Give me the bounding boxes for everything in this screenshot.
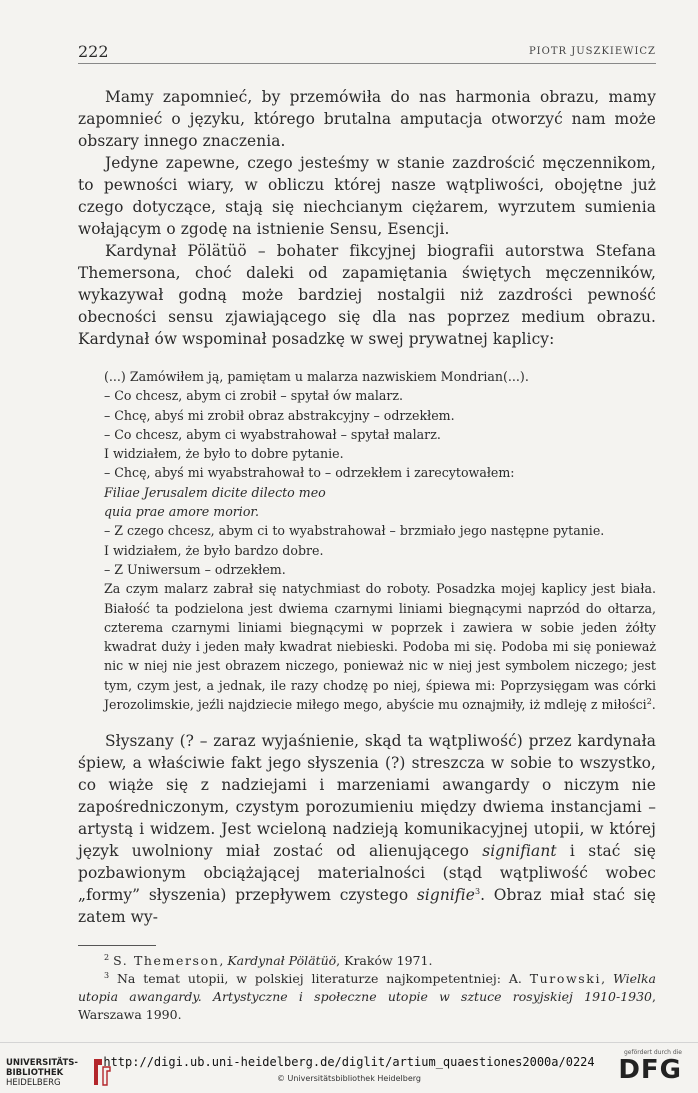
copyright-notice: © Universitätsbibliothek Heidelberg bbox=[276, 1074, 421, 1083]
dfg-logo: DFG bbox=[618, 1055, 682, 1085]
quote-line: – Chcę, abyś mi wyabstrahował to – odrzekłem i zarecytowałem: bbox=[104, 465, 515, 481]
digitization-footer bbox=[0, 1042, 698, 1093]
term-signifie: signifie bbox=[416, 886, 475, 905]
quote-line: – Z czego chcesz, abym ci to wyabstrahował – brzmiało jego następne pytanie. bbox=[104, 523, 605, 539]
term-signifiant: signifiant bbox=[482, 842, 557, 861]
quote-latin-line: quia prae amore morior. bbox=[104, 504, 260, 520]
block-quote bbox=[104, 367, 656, 714]
paragraph-1: Mamy zapomnieć, by przemówiła do nas harmonia obrazu, mamy zapomnieć o języku, którego brutalna amputacja otworzyć nam może obszary innego znaczenia. bbox=[78, 88, 656, 150]
footnote-number: 2 bbox=[104, 953, 110, 963]
quote-latin-line: Filiae Jerusalem dicite dilecto meo bbox=[104, 484, 326, 500]
footnote-author: S. Themerson bbox=[113, 953, 220, 969]
footnote-ref-3: 3 bbox=[474, 887, 481, 897]
quote-line: I widziałem, że było to dobre pytanie. bbox=[104, 446, 344, 462]
quote-line: (...) Zamówiłem ją, pamiętam u malarza nazwiskiem Mondrian(...). bbox=[104, 369, 529, 384]
footnote-author: Turowski bbox=[529, 971, 602, 987]
footnotes bbox=[78, 952, 656, 1024]
dfg-funding-note: gefördert durch die bbox=[624, 1049, 682, 1056]
paragraph-4-part3: . Obraz miał stać się zatem wy- bbox=[78, 886, 656, 927]
paragraph-2: Jedyne zapewne, czego jesteśmy w stanie zazdrościć męczennikom, to pewności wiary, w obliczu której nasze wątpliwości, obojętne już czego dotyczące, stają się niechcianym ciężarem, wyrzutem sumienia wołającym o zgodę na istnienie Sensu, Esencji. bbox=[78, 154, 656, 238]
footnote-ref-2: 2 bbox=[646, 696, 652, 706]
quote-line: – Co chcesz, abym ci zrobił – spytał ów malarz. bbox=[104, 388, 404, 404]
page-header bbox=[78, 42, 656, 62]
running-head: PIOTR JUSZKIEWICZ bbox=[528, 46, 656, 57]
paragraph-4-part2: i stać się pozbawionym obciążającej materialności (stąd wątpliwość wobec „formy” słyszenia) przepływem czystego bbox=[78, 842, 656, 905]
page-number: 222 bbox=[78, 42, 109, 61]
footnote-rest: , Warszawa 1990. bbox=[78, 989, 656, 1023]
dfg-badge[interactable] bbox=[612, 1049, 682, 1084]
quote-line: I widziałem, że było bardzo dobre. bbox=[104, 542, 324, 558]
digital-library-link[interactable]: http://digi.ub.uni-heidelberg.de/diglit/artium_quaestiones2000a/0224 bbox=[103, 1055, 595, 1069]
paragraph-4 bbox=[78, 730, 656, 928]
footnote-rest: , Kraków 1971. bbox=[336, 953, 433, 969]
paragraph-4-part1: Słyszany (? – zaraz wyjaśnienie, skąd ta wątpliwość) przez kardynała śpiew, a właściwie fakt jego słyszenia (?) streszcza w sobie to wszystko, co wiąże się z nadziejami i marzeniami awangardy o niczym nie zapośredniczonym, czystym porozumieniu między dwiema instancjami – artystą i widzem. Jest wcieloną nadzieją komunikacyjnej utopii, w której język uwolniony miał zostać od alienującego bbox=[78, 732, 656, 861]
footnote-2: $^2$ S. Themerson, Kardynał Pölätüö, Kraków 1971. bbox=[104, 953, 433, 969]
library-name-line: UNIVERSITÄTS- bbox=[6, 1058, 78, 1068]
footnote-title: Kardynał Pölätüö bbox=[227, 953, 337, 969]
footnote-3: $^3$ Na temat utopii, w polskiej literaturze najkompetentniej: A. Turowski, Wielka utopia awangardy. Artystyczne i społeczne utopie w sztuce rosyjskiej 1910-1930, Warszawa 1990. bbox=[78, 971, 656, 1023]
footnote-number: 3 bbox=[104, 971, 110, 981]
library-name-line: BIBLIOTHEK bbox=[6, 1068, 64, 1078]
footnote-rule bbox=[78, 945, 156, 946]
quote-line: – Z Uniwersum – odrzekłem. bbox=[104, 561, 286, 577]
footnote-lead: Na temat utopii, w polskiej literaturze najkompetentniej: A. bbox=[109, 971, 530, 987]
quote-line: – Chcę, abyś mi zrobił obraz abstrakcyjny – odrzekłem. bbox=[104, 407, 455, 423]
body-text bbox=[78, 86, 656, 1024]
quote-line: – Co chcesz, abym ci wyabstrahował – spytał malarz. bbox=[104, 426, 441, 442]
quote-closing-text: Za czym malarz zabrał się natychmiast do roboty. Posadzka mojej kaplicy jest biała. Białość ta podzielona jest dwiema czarnymi liniami biegnącymi naprzód do ołtarza, czterema czarnymi liniami biegnącymi w poprzek i zawiera w sobie jeden żółty kwadrat duży i jeden mały kwadrat niebieski. Podoba mi się. Podoba mi się ponieważ nic w niej nie jest obrazem niczego, ponieważ nic w niej jest symbolem niczego; jest tym, czym jest, a jednak, ile razy chodzę po niej, śpiewa mi: Poprzysięgam was córki Jerozolimskie, jeźli najdziecie miłego mego, abyście mu oznajmiły, iż mdleję z miłości bbox=[104, 581, 656, 713]
paragraph-3: Kardynał Pölätüö – bohater fikcyjnej biografii autorstwa Stefana Themersona, choć daleki od zapamiętania świętych męczenników, wykazywał godną może bardziej nostalgii niż zazdrości pewność obecności sensu zjawiającego się dla nas poprzez medium obrazu. Kardynał ów wspominał posadzkę w swej prywatnej kaplicy: bbox=[78, 242, 656, 348]
library-name-line: HEIDELBERG bbox=[6, 1078, 61, 1088]
header-rule bbox=[78, 63, 656, 64]
footnote-title: Wielka utopia awangardy. Artystyczne i społeczne utopie w sztuce rosyjskiej 1910-1930 bbox=[78, 971, 656, 1005]
quote-closing: Za czym malarz zabrał się natychmiast do roboty. Posadzka mojej kaplicy jest biała. Białość ta podzielona jest dwiema czarnymi liniami biegnącymi naprzód do ołtarza, czterema czarnymi liniami biegnącymi w poprzek i zawiera w sobie jeden żółty kwadrat duży i jeden mały kwadrat niebieski. Podoba mi się. Podoba mi się ponieważ nic w niej nie jest obrazem niczego, ponieważ nic w niej jest symbolem niczego; jest tym, czym jest, a jednak, ile razy chodzę po niej, śpiewa mi: Poprzysięgam was córki Jerozolimskie, jeźli najdziecie miłego mego, abyście mu oznajmiły, iż mdleję z miłości$^2$. bbox=[104, 581, 656, 713]
